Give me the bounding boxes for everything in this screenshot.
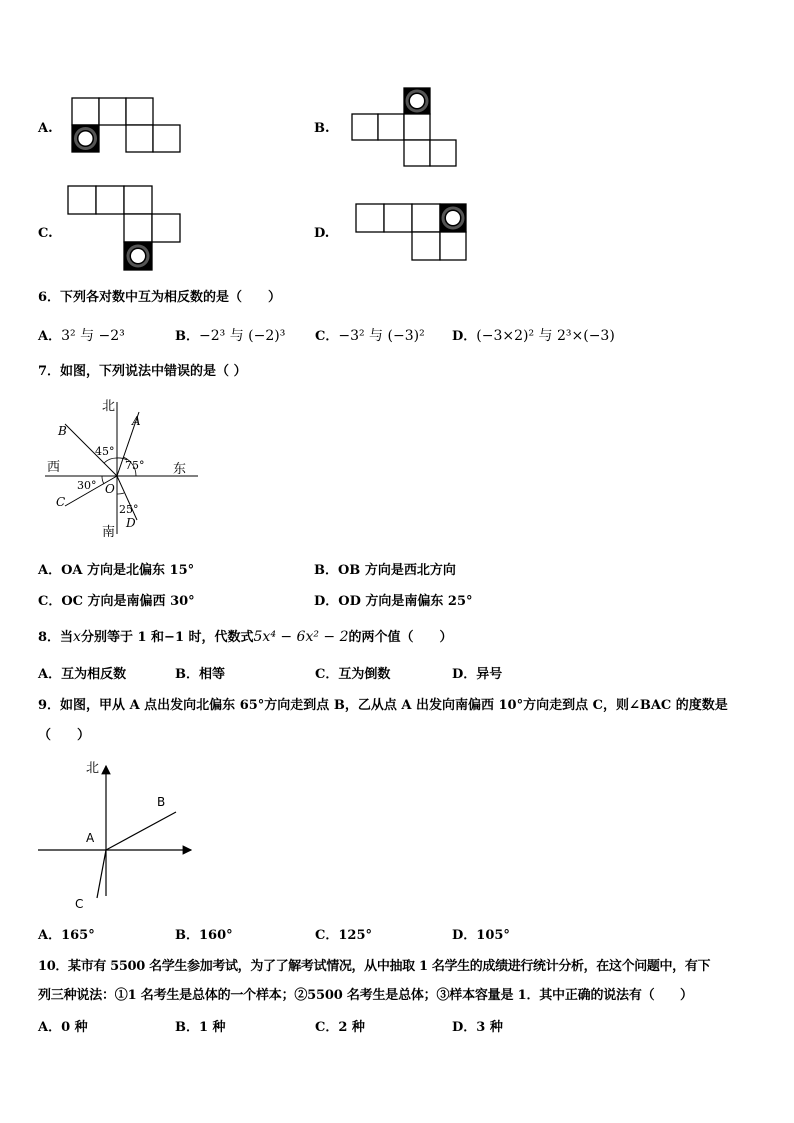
q8-stem-pre: 8．当 xyxy=(38,630,74,645)
q8-expression: 5x⁴ − 6x² − 2 xyxy=(253,629,349,645)
label-angle-30: 30° xyxy=(77,479,97,492)
q8-variable: x xyxy=(73,629,81,645)
q6-option-a-label: A． xyxy=(38,329,62,344)
q10-option-d: D．3 种 xyxy=(452,1020,503,1035)
q7-option-d: D．OD 方向是南偏东 25° xyxy=(314,594,473,609)
label-c: C xyxy=(56,495,66,509)
q9-direction-figure xyxy=(36,756,196,912)
q5-option-b-net xyxy=(352,86,460,170)
label-c: C xyxy=(75,897,84,911)
q5-option-a-net xyxy=(70,96,182,156)
ray-ab xyxy=(106,812,176,850)
q10-option-a: A．0 种 xyxy=(38,1020,88,1035)
q6-option-b-math: −2³ 与 (−2)³ xyxy=(199,328,286,344)
q9-option-d: D．105° xyxy=(452,928,510,943)
q6-option-b-label: B． xyxy=(175,329,199,344)
q5-option-a-label: A. xyxy=(38,121,53,136)
q6-option-a-math: 3² 与 −2³ xyxy=(61,328,125,344)
label-d: D xyxy=(126,516,136,530)
label-b: B xyxy=(58,424,67,438)
label-east: 东 xyxy=(173,462,187,477)
q7-option-b: B．OB 方向是西北方向 xyxy=(314,563,456,578)
q6-option-c xyxy=(315,328,425,345)
q5-option-c-net xyxy=(66,184,182,272)
q9-option-b: B．160° xyxy=(175,928,233,943)
q6-option-d xyxy=(452,328,615,345)
q6-option-d-label: D． xyxy=(452,329,477,344)
q9-option-c: C．125° xyxy=(315,928,372,943)
label-b: B xyxy=(157,795,166,809)
label-south: 南 xyxy=(102,525,116,540)
label-o: O xyxy=(105,482,115,496)
q5-option-d-label: D. xyxy=(314,226,330,241)
label-north: 北 xyxy=(102,399,116,414)
q8-stem xyxy=(38,629,453,646)
q6-option-b xyxy=(175,328,285,345)
q7-direction-figure xyxy=(40,394,205,542)
q5-option-c-label: C. xyxy=(38,226,53,241)
label-angle-25: 25° xyxy=(119,503,139,516)
q9-stem-line2: （ ） xyxy=(38,728,91,743)
label-angle-75: 75° xyxy=(125,459,145,472)
q10-option-c: C．2 种 xyxy=(315,1020,365,1035)
q5-option-b-label: B. xyxy=(314,121,330,136)
q10-stem-line1: 10．某市有 5500 名学生参加考试，为了了解考试情况，从中抽取 1 名学生的成绩进行统计分析，在这个问题中，有下 xyxy=(38,959,711,974)
label-west: 西 xyxy=(47,460,61,475)
label-a: A xyxy=(132,414,141,428)
q6-option-c-math: −3² 与 (−3)² xyxy=(338,328,425,344)
q7-option-a: A．OA 方向是北偏东 15° xyxy=(38,563,195,578)
label-north: 北 xyxy=(86,761,100,776)
q8-stem-post: 的两个值（ ） xyxy=(348,630,453,645)
label-angle-45: 45° xyxy=(95,445,115,458)
q8-option-b: B．相等 xyxy=(175,667,225,682)
ray-ac xyxy=(97,850,106,898)
q5-option-d-net xyxy=(354,202,468,262)
q8-option-d: D．异号 xyxy=(452,667,503,682)
q6-stem: 6．下列各对数中互为相反数的是（ ） xyxy=(38,290,282,305)
q8-option-a: A．互为相反数 xyxy=(38,667,127,682)
q8-stem-mid: 分别等于 1 和−1 时，代数式 xyxy=(80,630,254,645)
q10-option-b: B．1 种 xyxy=(175,1020,226,1035)
q9-stem-line1: 9．如图，甲从 A 点出发向北偏东 65°方向走到点 B，乙从点 A 出发向南偏西 10°方向走到点 C，则∠BAC 的度数是 xyxy=(38,698,728,713)
q6-option-a xyxy=(38,328,125,345)
q8-option-c: C．互为倒数 xyxy=(315,667,391,682)
q6-option-d-math: (−3×2)² 与 2³×(−3) xyxy=(476,328,615,344)
q7-stem: 7．如图，下列说法中错误的是（ ） xyxy=(38,364,247,379)
q10-stem-line2: 列三种说法：①1 名考生是总体的一个样本；②5500 名考生是总体；③样本容量是 1．其中正确的说法有（ ） xyxy=(38,988,693,1003)
q7-option-c: C．OC 方向是南偏西 30° xyxy=(38,594,195,609)
label-a: A xyxy=(86,831,95,845)
q9-option-a: A．165° xyxy=(38,928,95,943)
q6-option-c-label: C． xyxy=(315,329,339,344)
